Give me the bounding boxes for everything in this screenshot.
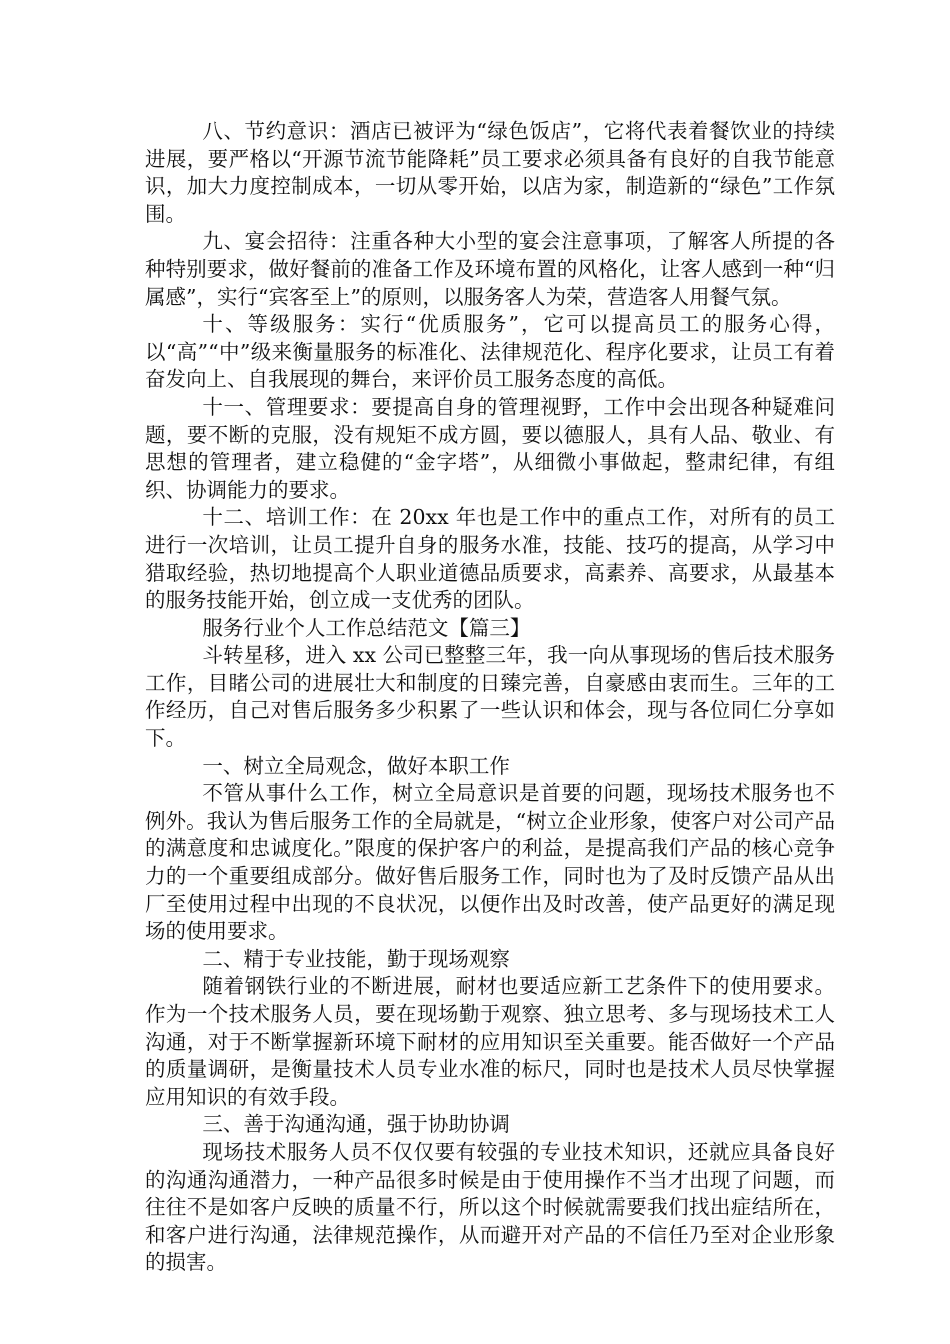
- paragraph-intro: 斗转星移，进入 xx 公司已整整三年，我一向从事现场的售后技术服务工作，目睹公司的进展壮大和制度的日臻完善，自豪感由衷而生。三年的工作经历，自己对售后服务多少积累了一些认识和体会，现与各位同仁分享如下。: [145, 643, 835, 751]
- heading-communication: 三、善于沟通沟通，强于协助协调: [202, 1112, 510, 1137]
- paragraph-communication: 现场技术服务人员不仅仅要有较强的专业技术知识，还就应具备良好的沟通沟通潜力，一种产品很多时候是由于使用操作不当才出现了问题，而往往不是如客户反映的质量不行，所以这个时候就需要我们找出症结所在，和客户进行沟通，法律规范操作，从而避开对产品的不信任乃至对企业形象的损害。: [145, 1139, 835, 1275]
- heading-professional-skills: 二、精于专业技能，勤于现场观察: [202, 946, 510, 971]
- paragraph-management-requirements: 十一、管理要求：要提高自身的管理视野，工作中会出现各种疑难问题，要不断的克服，没有规矩不成方圆，要以德服人，具有人品、敬业、有思想的管理者，建立稳健的“金字塔”，从细微小事做起，整肃纪律，有组织、协调能力的要求。: [145, 394, 835, 502]
- paragraph-professional-skills: 随着钢铁行业的不断进展，耐材也要适应新工艺条件下的使用要求。作为一个技术服务人员，要在现场勤于观察、独立思考、多与现场技术工人沟通，对于不断掌握新环境下耐材的应用知识至关重要。能否做好一个产品的质量调研，是衡量技术人员专业水准的标尺，同时也是技术人员尽快掌握应用知识的有效手段。: [145, 974, 835, 1109]
- paragraph-saving-awareness: 八、节约意识：酒店已被评为“绿色饭店”，它将代表着餐饮业的持续进展，要严格以“开源节流节能降耗”员工要求必须具备有良好的自我节能意识，加大力度控制成本，一切从零开始，以店为家，制造新的“绿色”工作氛围。: [145, 119, 835, 226]
- paragraph-banquet-reception: 九、宴会招待：注重各种大小型的宴会注意事项，了解客人所提的各种特别要求，做好餐前的准备工作及环境布置的风格化，让客人感到一种“归属感”，实行“宾客至上”的原则，以服务客人为荣，营造客人用餐气氛。: [145, 229, 835, 309]
- document-body: [145, 118, 835, 1277]
- heading-global-view: 一、树立全局观念，做好本职工作: [202, 753, 510, 778]
- section-title-part-three: 服务行业个人工作总结范文【篇三】: [202, 615, 531, 640]
- paragraph-global-view: 不管从事什么工作，树立全局意识是首要的问题，现场技术服务也不例外。我认为售后服务工作的全局就是，“树立企业形象，使客户对公司产品的满意度和忠诚度化。”限度的保护客户的利益，是提高我们产品的核心竞争力的一个重要组成部分。做好售后服务工作，同时也为了及时反馈产品从出厂至使用过程中出现的不良状况，以便作出及时改善，使产品更好的满足现场的使用要求。: [145, 781, 835, 944]
- paragraph-grade-service: 十、等级服务：实行“优质服务”，它可以提高员工的服务心得，以“高”“中”级来衡量服务的标准化、法律规范化、程序化要求，让员工有着奋发向上、自我展现的舞台，来评价员工服务态度的高低。: [145, 312, 835, 392]
- paragraph-training-work: 十二、培训工作：在 20xx 年也是工作中的重点工作，对所有的员工进行一次培训，让员工提升自身的服务水准，技能、技巧的提高，从学习中猎取经验，热切地提高个人职业道德品质要求，高素养、高要求，从最基本的服务技能开始，创立成一支优秀的团队。: [145, 505, 835, 613]
